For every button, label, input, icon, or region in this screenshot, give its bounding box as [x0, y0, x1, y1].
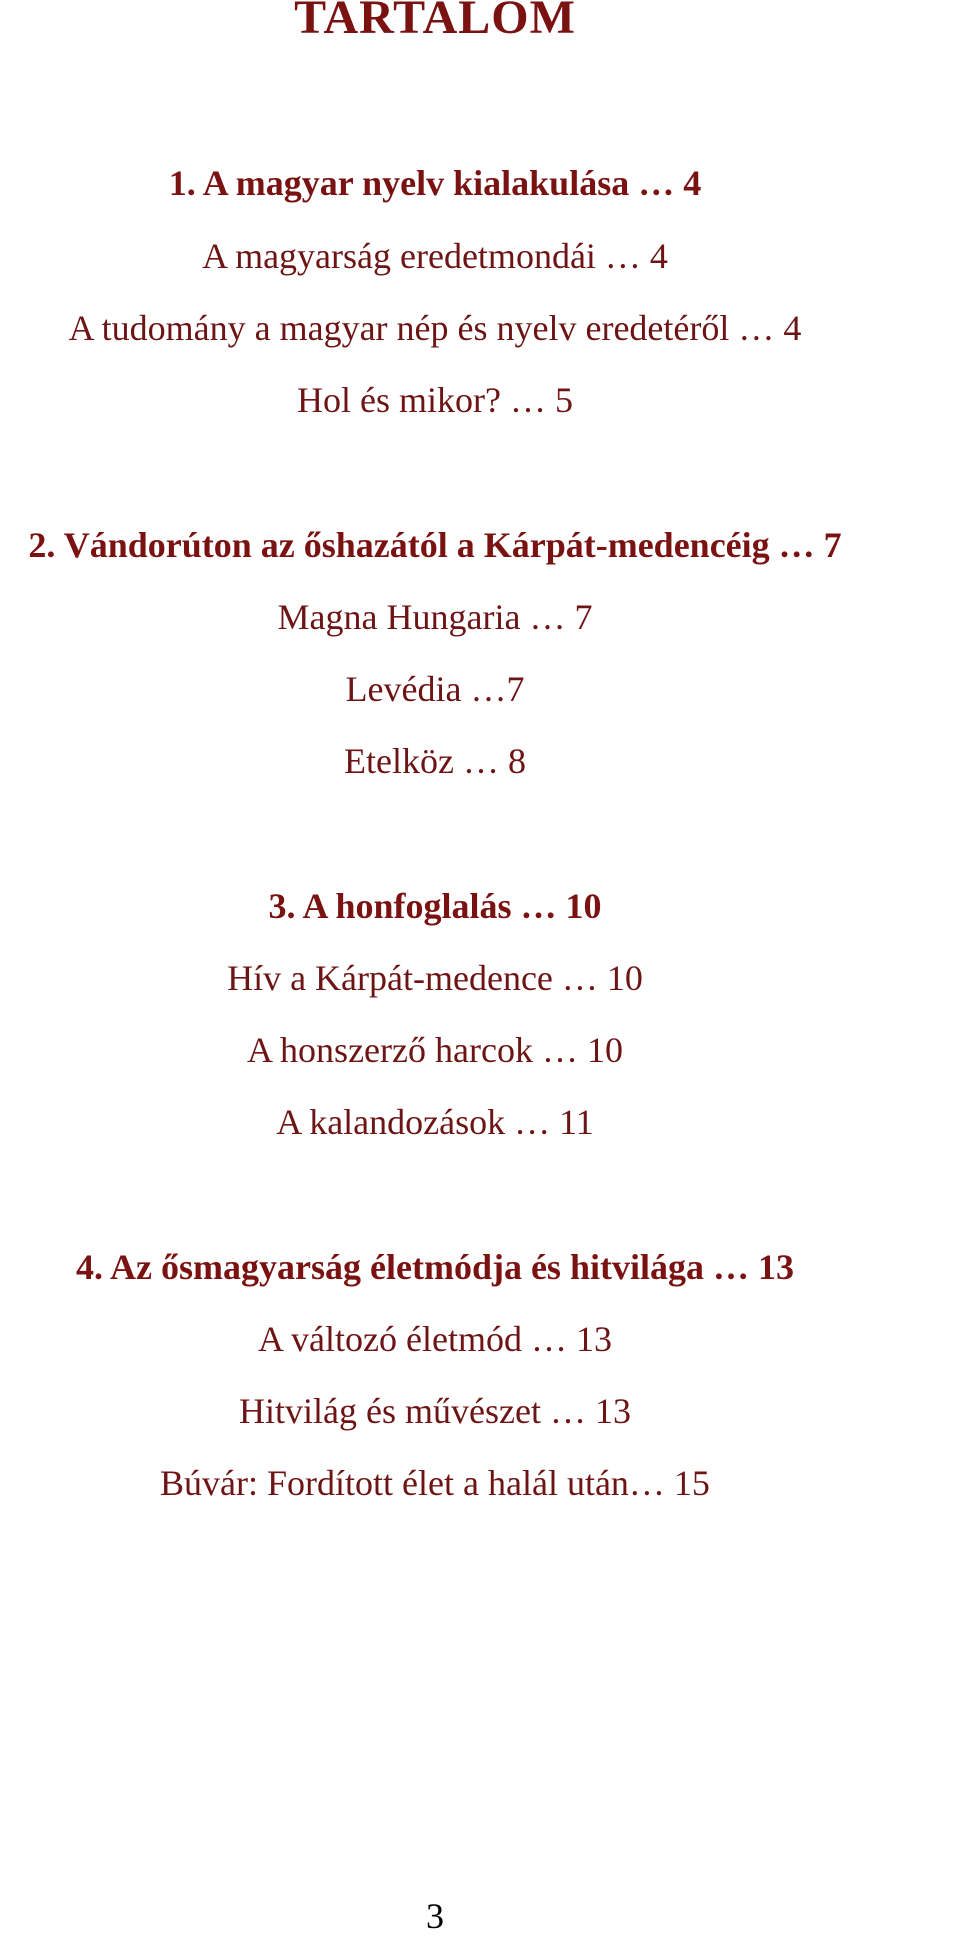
toc-chapter-2-entry-1: Magna Hungaria … 7 — [277, 597, 593, 637]
toc-chapter-1-entry-1: A magyarság eredetmondái … 4 — [202, 236, 668, 276]
toc-chapter-4-entry-1: A változó életmód … 13 — [258, 1319, 612, 1359]
toc-chapter-3-entry-2: A honszerző harcok … 10 — [247, 1030, 623, 1070]
toc-chapter-4-entry-3: Búvár: Fordított élet a halál után… 15 — [160, 1463, 710, 1503]
toc-chapter-1-heading: 1. A magyar nyelv kialakulása … 4 — [168, 163, 702, 203]
toc-chapter-4-heading: 4. Az ősmagyarság életmódja és hitvilága … 13 — [76, 1247, 794, 1287]
toc-chapter-3-entry-1: Hív a Kárpát-medence … 10 — [227, 958, 643, 998]
page-number: 3 — [426, 1896, 444, 1936]
toc-chapter-2-heading: 2. Vándorúton az őshazától a Kárpát-medencéig … 7 — [28, 525, 842, 565]
toc-chapter-2-entry-3: Etelköz … 8 — [344, 741, 526, 781]
page-title: TARTALOM — [294, 0, 576, 44]
toc-chapter-4-entry-2: Hitvilág és művészet … 13 — [239, 1391, 631, 1431]
toc-chapter-1-entry-3: Hol és mikor? … 5 — [297, 380, 573, 420]
toc-chapter-3-entry-3: A kalandozások … 11 — [276, 1102, 594, 1142]
toc-chapter-2-entry-2: Levédia …7 — [345, 669, 525, 709]
toc-chapter-3-heading: 3. A honfoglalás … 10 — [268, 886, 602, 926]
toc-chapter-1-entry-2: A tudomány a magyar nép és nyelv eredetéről … 4 — [68, 308, 802, 348]
